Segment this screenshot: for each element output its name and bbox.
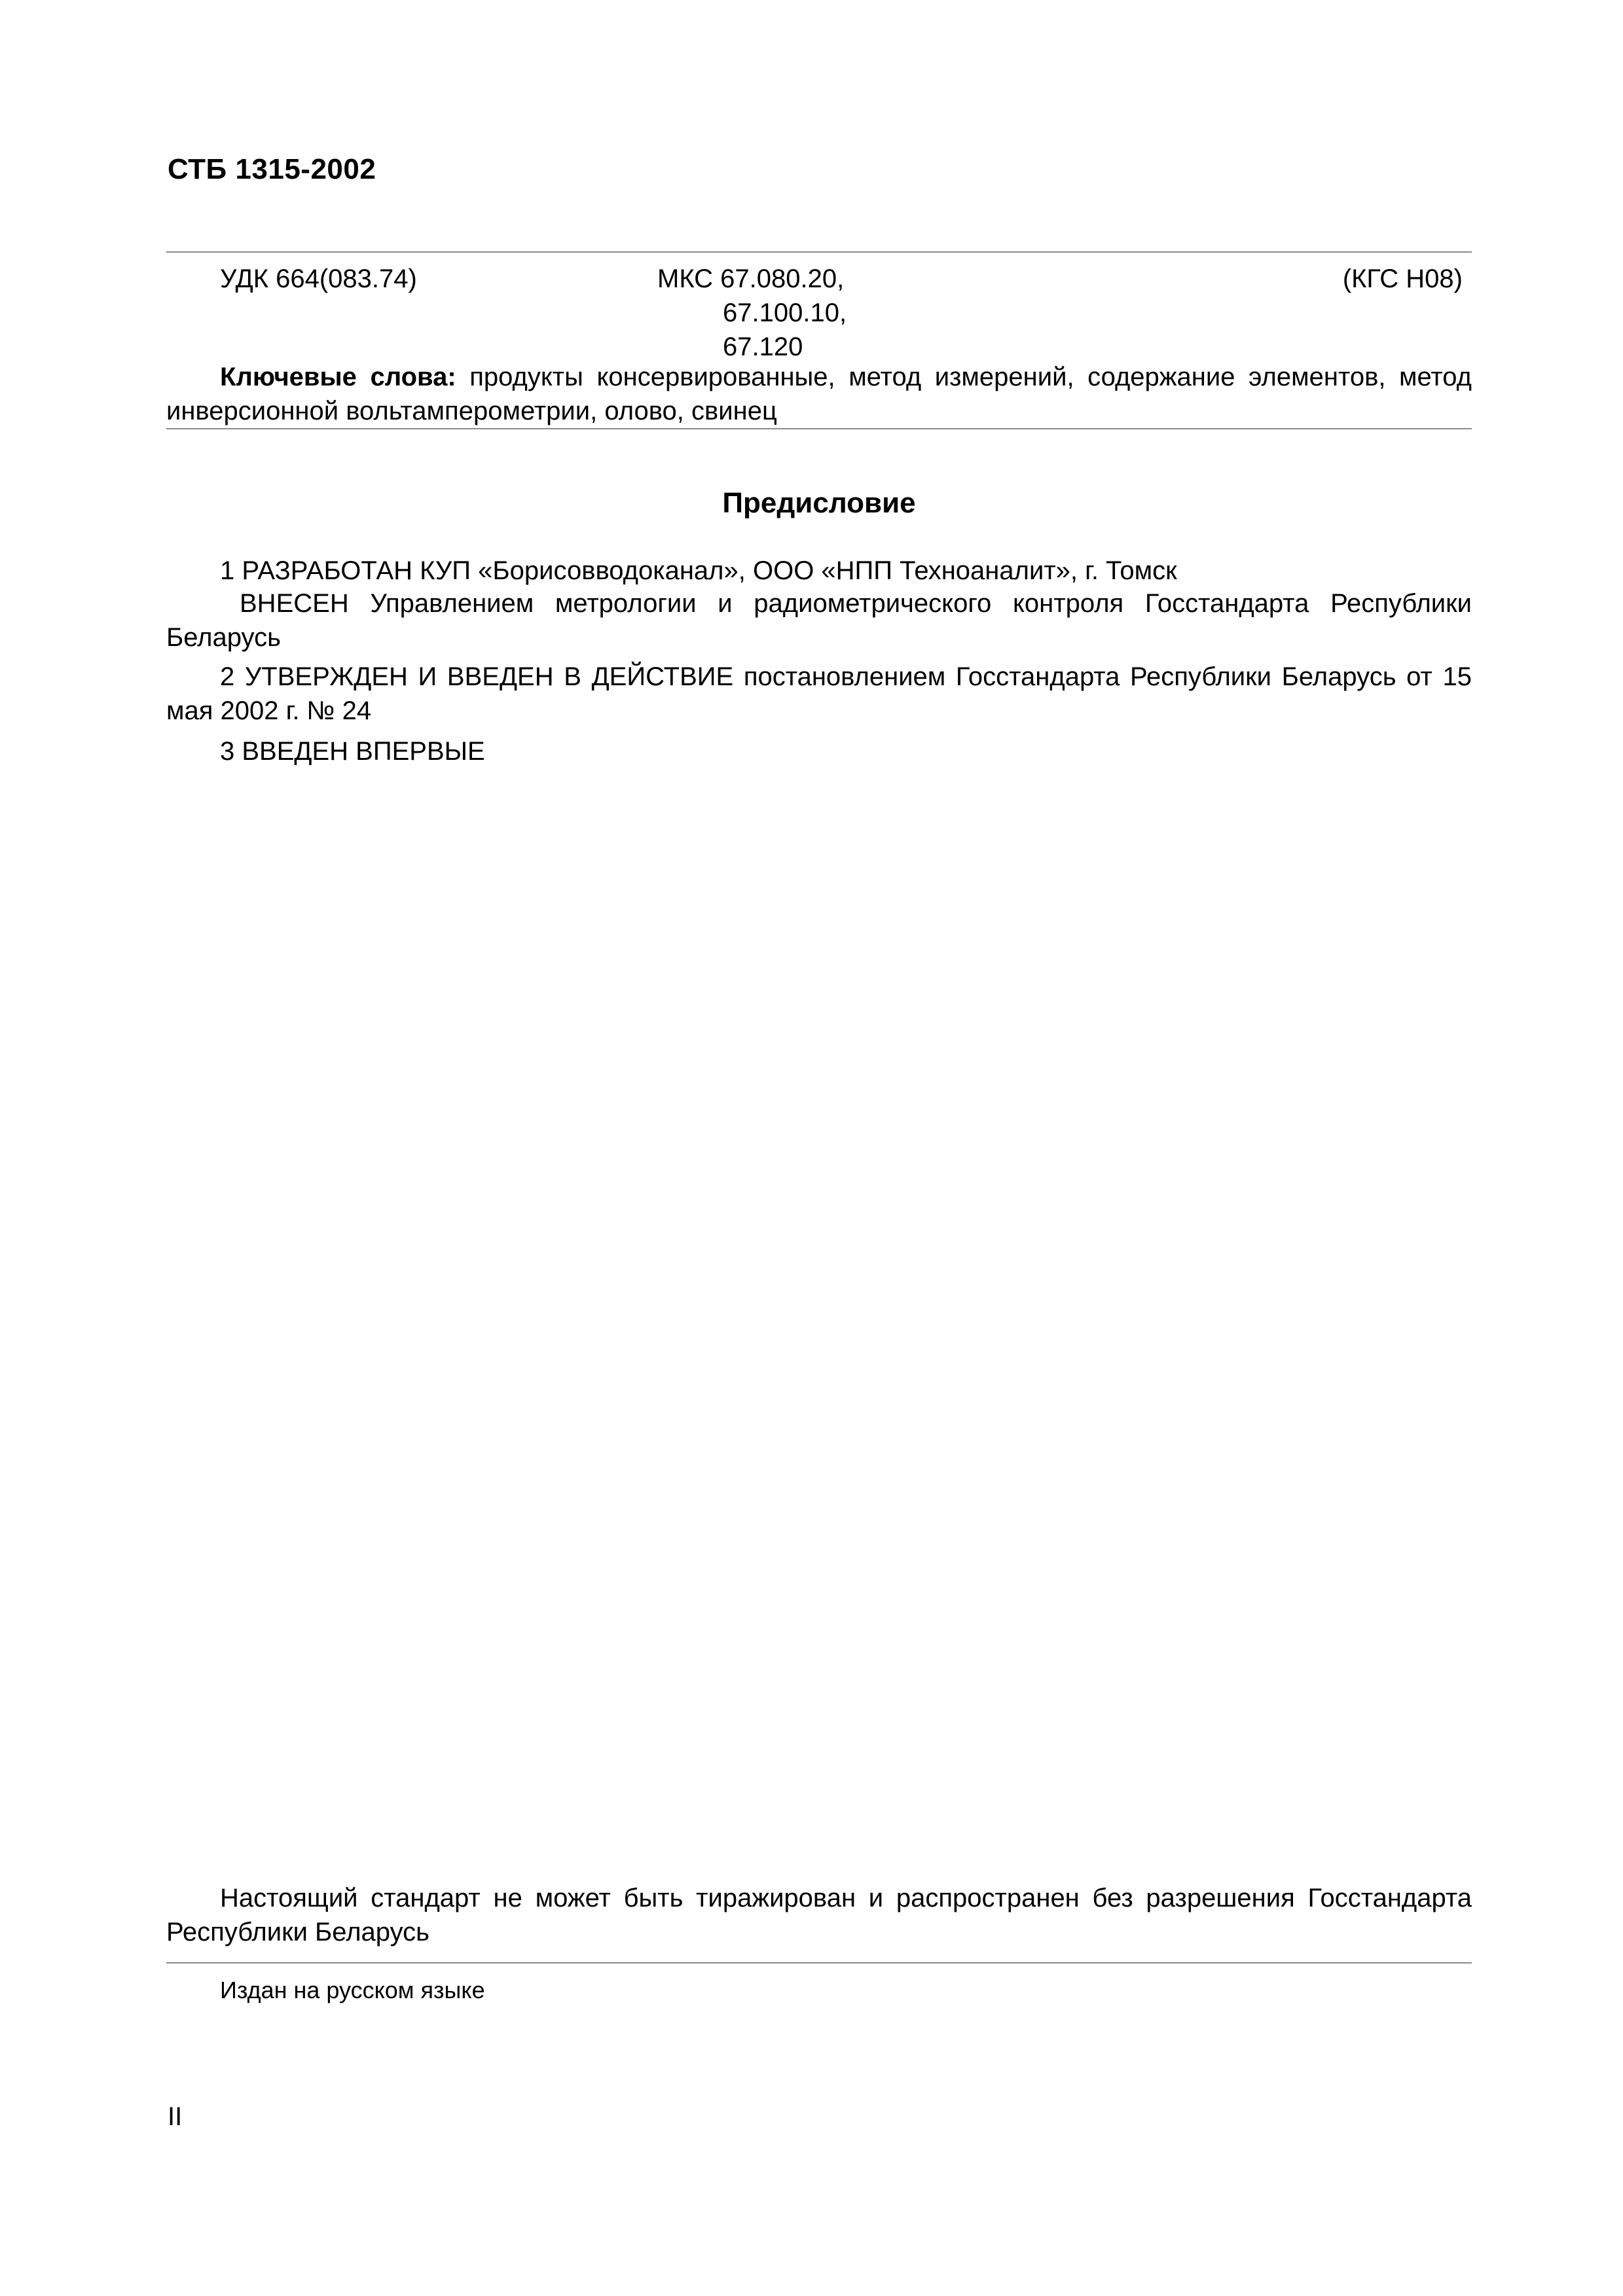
preface-item-2: 2 УТВЕРЖДЕН И ВВЕДЕН В ДЕЙСТВИЕ постановлением Госстандарта Республики Беларусь от 15 мая 2002 г. № 24	[166, 662, 1472, 725]
keywords-label: Ключевые слова:	[220, 363, 456, 391]
preface-item-3: 3 ВВЕДЕН ВПЕРВЫЕ	[220, 737, 485, 766]
preface-item-1-sub: ВНЕСЕН Управлением метрологии и радиометрического контроля Госстандарта Республики Беларусь	[166, 589, 1472, 652]
mks-code-line: МКС 67.080.20,	[657, 264, 845, 293]
mks-codes	[657, 262, 847, 364]
keywords-text: продукты консервированные, метод измерений, содержание элементов, метод инверсионной вольтамперометрии, олово, свинец	[166, 363, 1472, 425]
document-code: СТБ 1315-2002	[168, 153, 376, 185]
keywords-paragraph	[166, 360, 1472, 428]
copyright-notice: Настоящий стандарт не может быть тиражирован и распространен без разрешения Госстандарта Республики Беларусь	[166, 1884, 1472, 1946]
language-note: Издан на русском языке	[220, 1977, 485, 2003]
footer-divider	[166, 1962, 1472, 1964]
page-number: II	[168, 2102, 183, 2131]
mks-code-line: 67.120	[723, 332, 803, 361]
keywords-divider	[166, 428, 1472, 429]
preface-item-1: 1 РАЗРАБОТАН КУП «Борисовводоканал», ООО «НПП Техноаналит», г. Томск	[220, 556, 1177, 585]
kgs-code: (КГС Н08)	[1342, 264, 1463, 293]
top-divider	[166, 251, 1472, 253]
mks-code-line: 67.100.10,	[723, 298, 847, 327]
preface-title: Предисловие	[722, 487, 916, 519]
udk-code: УДК 664(083.74)	[220, 264, 417, 293]
